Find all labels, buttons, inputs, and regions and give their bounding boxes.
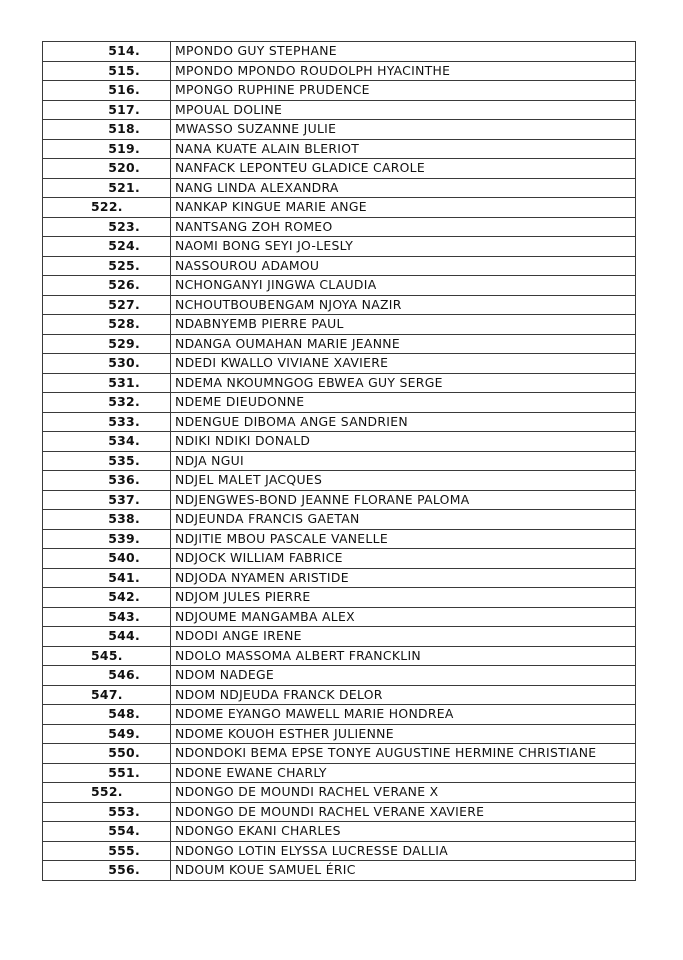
- row-number: 520.: [43, 159, 171, 179]
- row-name: NDANGA OUMAHAN MARIE JEANNE: [171, 334, 636, 354]
- row-name: NDJOCK WILLIAM FABRICE: [171, 549, 636, 569]
- name-list-body: [43, 42, 636, 881]
- row-name: NDABNYEMB PIERRE PAUL: [171, 315, 636, 335]
- row-number: 537.: [43, 490, 171, 510]
- row-name: NDEME DIEUDONNE: [171, 393, 636, 413]
- row-name: NDOME KOUOH ESTHER JULIENNE: [171, 724, 636, 744]
- row-number: 518.: [43, 120, 171, 140]
- table-row: [43, 276, 636, 296]
- table-row: [43, 295, 636, 315]
- row-name: NDJA NGUI: [171, 451, 636, 471]
- row-number: 532.: [43, 393, 171, 413]
- table-row: [43, 471, 636, 491]
- table-row: [43, 61, 636, 81]
- table-row: [43, 334, 636, 354]
- row-number: 522.: [43, 198, 171, 218]
- table-row: [43, 822, 636, 842]
- table-row: [43, 802, 636, 822]
- row-name: NAOMI BONG SEYI JO-LESLY: [171, 237, 636, 257]
- table-row: [43, 42, 636, 62]
- row-number: 523.: [43, 217, 171, 237]
- table-row: [43, 666, 636, 686]
- row-number: 540.: [43, 549, 171, 569]
- table-row: [43, 159, 636, 179]
- row-name: NCHOUTBOUBENGAM NJOYA NAZIR: [171, 295, 636, 315]
- row-name: NDONGO EKANI CHARLES: [171, 822, 636, 842]
- row-number: 517.: [43, 100, 171, 120]
- row-name: NDONGO LOTIN ELYSSA LUCRESSE DALLIA: [171, 841, 636, 861]
- row-number: 554.: [43, 822, 171, 842]
- row-name: MWASSO SUZANNE JULIE: [171, 120, 636, 140]
- row-number: 525.: [43, 256, 171, 276]
- table-row: [43, 120, 636, 140]
- row-name: MPONGO RUPHINE PRUDENCE: [171, 81, 636, 101]
- table-row: [43, 724, 636, 744]
- row-name: NANFACK LEPONTEU GLADICE CAROLE: [171, 159, 636, 179]
- row-number: 555.: [43, 841, 171, 861]
- table-row: [43, 256, 636, 276]
- table-row: [43, 529, 636, 549]
- row-name: NDOME EYANGO MAWELL MARIE HONDREA: [171, 705, 636, 725]
- table-row: [43, 861, 636, 881]
- table-row: [43, 841, 636, 861]
- row-number: 539.: [43, 529, 171, 549]
- table-row: [43, 646, 636, 666]
- row-number: 543.: [43, 607, 171, 627]
- table-row: [43, 237, 636, 257]
- row-number: 547.: [43, 685, 171, 705]
- name-list-table: [42, 41, 636, 881]
- table-row: [43, 81, 636, 101]
- row-number: 521.: [43, 178, 171, 198]
- table-row: [43, 315, 636, 335]
- row-name: NDJEL MALET JACQUES: [171, 471, 636, 491]
- row-number: 531.: [43, 373, 171, 393]
- row-number: 542.: [43, 588, 171, 608]
- row-number: 538.: [43, 510, 171, 530]
- row-name: NDJITIE MBOU PASCALE VANELLE: [171, 529, 636, 549]
- row-name: NDODI ANGE IRENE: [171, 627, 636, 647]
- table-row: [43, 568, 636, 588]
- row-name: NASSOUROU ADAMOU: [171, 256, 636, 276]
- row-name: NDONGO DE MOUNDI RACHEL VERANE XAVIERE: [171, 802, 636, 822]
- row-name: NDJODA NYAMEN ARISTIDE: [171, 568, 636, 588]
- row-name: NANA KUATE ALAIN BLERIOT: [171, 139, 636, 159]
- row-number: 548.: [43, 705, 171, 725]
- row-number: 530.: [43, 354, 171, 374]
- row-number: 536.: [43, 471, 171, 491]
- row-name: NDIKI NDIKI DONALD: [171, 432, 636, 452]
- table-row: [43, 178, 636, 198]
- table-row: [43, 549, 636, 569]
- row-number: 528.: [43, 315, 171, 335]
- row-name: NCHONGANYI JINGWA CLAUDIA: [171, 276, 636, 296]
- row-number: 549.: [43, 724, 171, 744]
- row-name: NDONE EWANE CHARLY: [171, 763, 636, 783]
- row-name: NDEDI KWALLO VIVIANE XAVIERE: [171, 354, 636, 374]
- table-row: [43, 490, 636, 510]
- row-number: 545.: [43, 646, 171, 666]
- row-number: 544.: [43, 627, 171, 647]
- table-row: [43, 607, 636, 627]
- row-number: 541.: [43, 568, 171, 588]
- row-number: 552.: [43, 783, 171, 803]
- row-number: 527.: [43, 295, 171, 315]
- row-name: NANG LINDA ALEXANDRA: [171, 178, 636, 198]
- row-number: 534.: [43, 432, 171, 452]
- row-name: MPONDO MPONDO ROUDOLPH HYACINTHE: [171, 61, 636, 81]
- row-name: NDJENGWES-BOND JEANNE FLORANE PALOMA: [171, 490, 636, 510]
- row-number: 556.: [43, 861, 171, 881]
- row-name: NDEMA NKOUMNGOG EBWEA GUY SERGE: [171, 373, 636, 393]
- row-name: NDJOUME MANGAMBA ALEX: [171, 607, 636, 627]
- table-row: [43, 705, 636, 725]
- row-number: 516.: [43, 81, 171, 101]
- row-name: NDOM NDJEUDA FRANCK DELOR: [171, 685, 636, 705]
- row-name: NDENGUE DIBOMA ANGE SANDRIEN: [171, 412, 636, 432]
- row-number: 519.: [43, 139, 171, 159]
- row-name: NDOUM KOUE SAMUEL ÉRIC: [171, 861, 636, 881]
- table-row: [43, 451, 636, 471]
- table-row: [43, 354, 636, 374]
- row-number: 535.: [43, 451, 171, 471]
- table-row: [43, 510, 636, 530]
- row-name: NDOM NADEGE: [171, 666, 636, 686]
- row-number: 546.: [43, 666, 171, 686]
- row-number: 553.: [43, 802, 171, 822]
- row-number: 550.: [43, 744, 171, 764]
- row-name: NANKAP KINGUE MARIE ANGE: [171, 198, 636, 218]
- row-name: NDONGO DE MOUNDI RACHEL VERANE X: [171, 783, 636, 803]
- table-row: [43, 685, 636, 705]
- table-row: [43, 588, 636, 608]
- row-name: NDOLO MASSOMA ALBERT FRANCKLIN: [171, 646, 636, 666]
- table-row: [43, 393, 636, 413]
- row-number: 515.: [43, 61, 171, 81]
- table-row: [43, 217, 636, 237]
- row-name: NANTSANG ZOH ROMEO: [171, 217, 636, 237]
- row-number: 514.: [43, 42, 171, 62]
- row-name: MPONDO GUY STEPHANE: [171, 42, 636, 62]
- table-row: [43, 139, 636, 159]
- table-row: [43, 373, 636, 393]
- table-row: [43, 198, 636, 218]
- row-name: NDJEUNDA FRANCIS GAETAN: [171, 510, 636, 530]
- row-name: NDJOM JULES PIERRE: [171, 588, 636, 608]
- row-name: NDONDOKI BEMA EPSE TONYE AUGUSTINE HERMINE CHRISTIANE: [171, 744, 636, 764]
- table-row: [43, 432, 636, 452]
- table-row: [43, 763, 636, 783]
- row-number: 526.: [43, 276, 171, 296]
- row-number: 533.: [43, 412, 171, 432]
- table-row: [43, 627, 636, 647]
- row-name: MPOUAL DOLINE: [171, 100, 636, 120]
- row-number: 551.: [43, 763, 171, 783]
- row-number: 524.: [43, 237, 171, 257]
- row-number: 529.: [43, 334, 171, 354]
- table-row: [43, 412, 636, 432]
- table-row: [43, 783, 636, 803]
- table-row: [43, 100, 636, 120]
- table-row: [43, 744, 636, 764]
